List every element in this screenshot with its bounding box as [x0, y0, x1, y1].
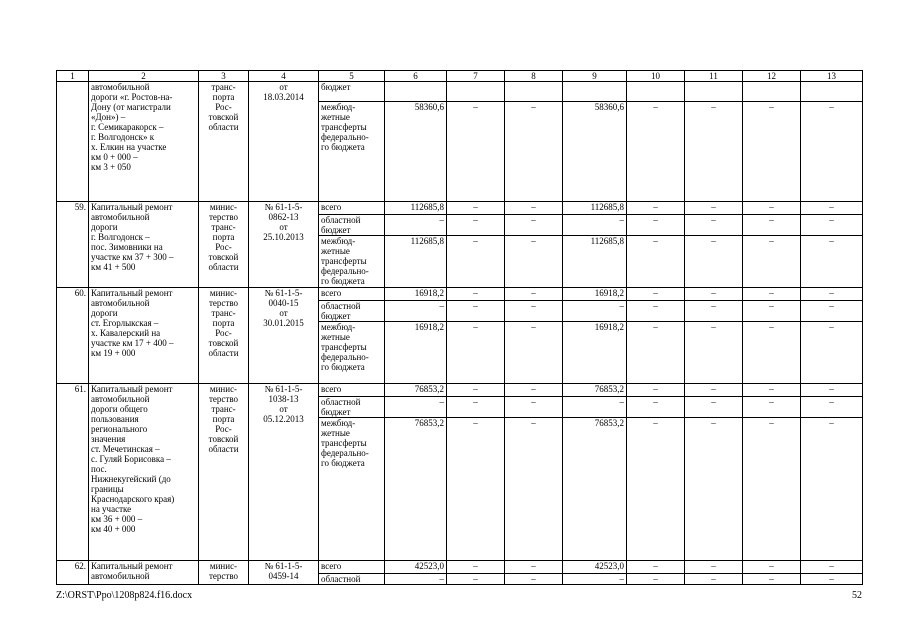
value-cell: –	[563, 215, 627, 236]
value-cell: –	[505, 397, 563, 418]
value-cell: –	[685, 561, 743, 574]
description-cell: автомобильной дороги «г. Ростов-на- Дону (от магистрали «Дон») – г. Семикаракорск – г. Волгодонск» к х. Елкин на участке км 0 + 000 – км 3 + 050	[89, 82, 199, 202]
value-cell: –	[505, 202, 563, 215]
funding-source-cell: областной	[319, 574, 385, 585]
agency-cell: минис- терство транс- порта Рос- товской области	[199, 384, 249, 561]
agency-cell: минис- терство	[199, 561, 249, 585]
funding-source-cell: межбюд- жетные трансферты федерально- го бюджета	[319, 236, 385, 288]
value-cell: –	[627, 102, 685, 202]
value-cell: –	[801, 418, 863, 561]
value-cell: –	[685, 397, 743, 418]
value-cell: –	[505, 288, 563, 301]
column-header: 3	[199, 71, 249, 82]
value-cell: 42523,0	[385, 561, 447, 574]
value-cell: –	[801, 561, 863, 574]
table-row	[57, 384, 863, 397]
value-cell: –	[563, 574, 627, 585]
column-header: 11	[685, 71, 743, 82]
value-cell: –	[505, 301, 563, 322]
value-cell: –	[563, 397, 627, 418]
value-cell: –	[801, 574, 863, 585]
value-cell: 16918,2	[385, 288, 447, 301]
value-cell: –	[627, 397, 685, 418]
value-cell: –	[563, 301, 627, 322]
value-cell: –	[385, 301, 447, 322]
value-cell: –	[743, 236, 801, 288]
document-cell: № 61-1-5- 0040-15 от 30.01.2015	[249, 288, 319, 384]
value-cell: –	[743, 561, 801, 574]
value-cell: –	[627, 384, 685, 397]
value-cell: –	[743, 574, 801, 585]
value-cell: –	[505, 574, 563, 585]
value-cell: –	[801, 397, 863, 418]
funding-source-cell: областной бюджет	[319, 215, 385, 236]
value-cell: –	[627, 561, 685, 574]
funding-source-cell: областной бюджет	[319, 301, 385, 322]
value-cell: –	[801, 202, 863, 215]
value-cell: 76853,2	[385, 384, 447, 397]
column-header: 9	[563, 71, 627, 82]
value-cell: –	[801, 384, 863, 397]
value-cell	[627, 82, 685, 102]
table-row	[57, 202, 863, 215]
column-header: 12	[743, 71, 801, 82]
value-cell: –	[801, 215, 863, 236]
value-cell: –	[447, 236, 505, 288]
value-cell: –	[627, 288, 685, 301]
value-cell: –	[627, 215, 685, 236]
value-cell: –	[627, 202, 685, 215]
value-cell: –	[743, 322, 801, 384]
value-cell: –	[447, 202, 505, 215]
value-cell: –	[505, 561, 563, 574]
value-cell: –	[743, 301, 801, 322]
table-row	[57, 288, 863, 301]
document-cell: № 61-1-5- 0459-14	[249, 561, 319, 585]
value-cell: –	[505, 322, 563, 384]
value-cell	[801, 82, 863, 102]
value-cell: –	[447, 288, 505, 301]
value-cell: –	[447, 384, 505, 397]
value-cell: –	[385, 215, 447, 236]
value-cell: –	[447, 397, 505, 418]
agency-cell: минис- терство транс- порта Рос- товской области	[199, 202, 249, 288]
value-cell: 112685,8	[385, 202, 447, 215]
value-cell: –	[447, 574, 505, 585]
value-cell: –	[743, 202, 801, 215]
value-cell: –	[505, 102, 563, 202]
value-cell: –	[505, 384, 563, 397]
value-cell: –	[447, 418, 505, 561]
value-cell: –	[627, 574, 685, 585]
column-header: 4	[249, 71, 319, 82]
column-header: 13	[801, 71, 863, 82]
table-row	[57, 561, 863, 574]
row-number-cell: 60.	[57, 288, 89, 384]
value-cell: 112685,8	[563, 202, 627, 215]
value-cell	[505, 82, 563, 102]
funding-source-cell: всего	[319, 288, 385, 301]
value-cell: –	[801, 301, 863, 322]
funding-source-cell: всего	[319, 202, 385, 215]
footer-file-path: Z:\ORST\Ppo\1208p824.f16.docx	[56, 590, 193, 601]
value-cell	[685, 82, 743, 102]
value-cell: –	[685, 301, 743, 322]
value-cell: –	[685, 202, 743, 215]
description-cell: Капитальный ремонт автомобильной дороги г. Волгодонск – пос. Зимовники на участке км 37 + 300 – км 41 + 500	[89, 202, 199, 288]
row-number-cell: 59.	[57, 202, 89, 288]
column-header: 2	[89, 71, 199, 82]
document-cell: № 61-1-5- 1038-13 от 05.12.2013	[249, 384, 319, 561]
value-cell: –	[743, 397, 801, 418]
value-cell: –	[447, 102, 505, 202]
value-cell: –	[627, 418, 685, 561]
description-cell: Капитальный ремонт автомобильной дороги общего пользования регионального значения ст. Мечетинская – с. Гуляй Борисовка – пос. Нижнекугейский (до границы Краснодарского края) на участке км 36 + 000 – км 40 + 000	[89, 384, 199, 561]
agency-cell: транс- порта Рос- товской области	[199, 82, 249, 202]
row-number-cell	[57, 82, 89, 202]
document-cell: № 61-1-5- 0862-13 от 25.10.2013	[249, 202, 319, 288]
value-cell: 112685,8	[385, 236, 447, 288]
document-cell: от 18.03.2014	[249, 82, 319, 202]
value-cell: 58360,6	[563, 102, 627, 202]
value-cell: –	[505, 236, 563, 288]
value-cell: 76853,2	[385, 418, 447, 561]
value-cell: –	[685, 102, 743, 202]
value-cell: 16918,2	[385, 322, 447, 384]
column-header: 10	[627, 71, 685, 82]
value-cell: –	[685, 322, 743, 384]
description-cell: Капитальный ремонт автомобильной дороги ст. Егорлыкская – х. Кавалерский на участке км 17 + 400 – км 19 + 000	[89, 288, 199, 384]
value-cell: –	[447, 301, 505, 322]
column-header: 1	[57, 71, 89, 82]
funding-source-cell: межбюд- жетные трансферты федерально- го бюджета	[319, 102, 385, 202]
value-cell: –	[627, 322, 685, 384]
value-cell: –	[801, 322, 863, 384]
value-cell: –	[627, 301, 685, 322]
column-header: 7	[447, 71, 505, 82]
agency-cell: минис- терство транс- порта Рос- товской области	[199, 288, 249, 384]
funding-source-cell: всего	[319, 561, 385, 574]
description-cell: Капитальный ремонт автомобильной	[89, 561, 199, 585]
column-header: 8	[505, 71, 563, 82]
value-cell: –	[447, 322, 505, 384]
value-cell: –	[447, 561, 505, 574]
value-cell: –	[743, 384, 801, 397]
value-cell	[563, 82, 627, 102]
value-cell: –	[685, 288, 743, 301]
value-cell: 76853,2	[563, 384, 627, 397]
value-cell: –	[385, 574, 447, 585]
row-number-cell: 62.	[57, 561, 89, 585]
value-cell: –	[743, 418, 801, 561]
value-cell: –	[505, 418, 563, 561]
value-cell: –	[685, 384, 743, 397]
budget-table	[56, 70, 863, 585]
value-cell: 112685,8	[563, 236, 627, 288]
value-cell: –	[627, 236, 685, 288]
value-cell: –	[801, 102, 863, 202]
value-cell: 58360,6	[385, 102, 447, 202]
value-cell: 16918,2	[563, 288, 627, 301]
value-cell: –	[685, 215, 743, 236]
footer-page-number: 52	[852, 590, 862, 601]
value-cell	[447, 82, 505, 102]
value-cell: 16918,2	[563, 322, 627, 384]
table-row	[57, 82, 863, 102]
funding-source-cell: областной бюджет	[319, 397, 385, 418]
value-cell: –	[743, 102, 801, 202]
table-header-row	[57, 71, 863, 82]
funding-source-cell: межбюд- жетные трансферты федерально- го бюджета	[319, 322, 385, 384]
value-cell	[743, 82, 801, 102]
value-cell: –	[685, 418, 743, 561]
value-cell: –	[801, 288, 863, 301]
funding-source-cell: межбюд- жетные трансферты федерально- го бюджета	[319, 418, 385, 561]
value-cell: –	[505, 215, 563, 236]
value-cell: –	[447, 215, 505, 236]
value-cell: –	[801, 236, 863, 288]
column-header: 6	[385, 71, 447, 82]
value-cell: –	[685, 236, 743, 288]
value-cell: 42523,0	[563, 561, 627, 574]
value-cell: –	[743, 288, 801, 301]
value-cell: –	[385, 397, 447, 418]
value-cell: –	[685, 574, 743, 585]
column-header: 5	[319, 71, 385, 82]
row-number-cell: 61.	[57, 384, 89, 561]
value-cell	[385, 82, 447, 102]
funding-source-cell: всего	[319, 384, 385, 397]
value-cell: –	[743, 215, 801, 236]
funding-source-cell: бюджет	[319, 82, 385, 102]
value-cell: 76853,2	[563, 418, 627, 561]
